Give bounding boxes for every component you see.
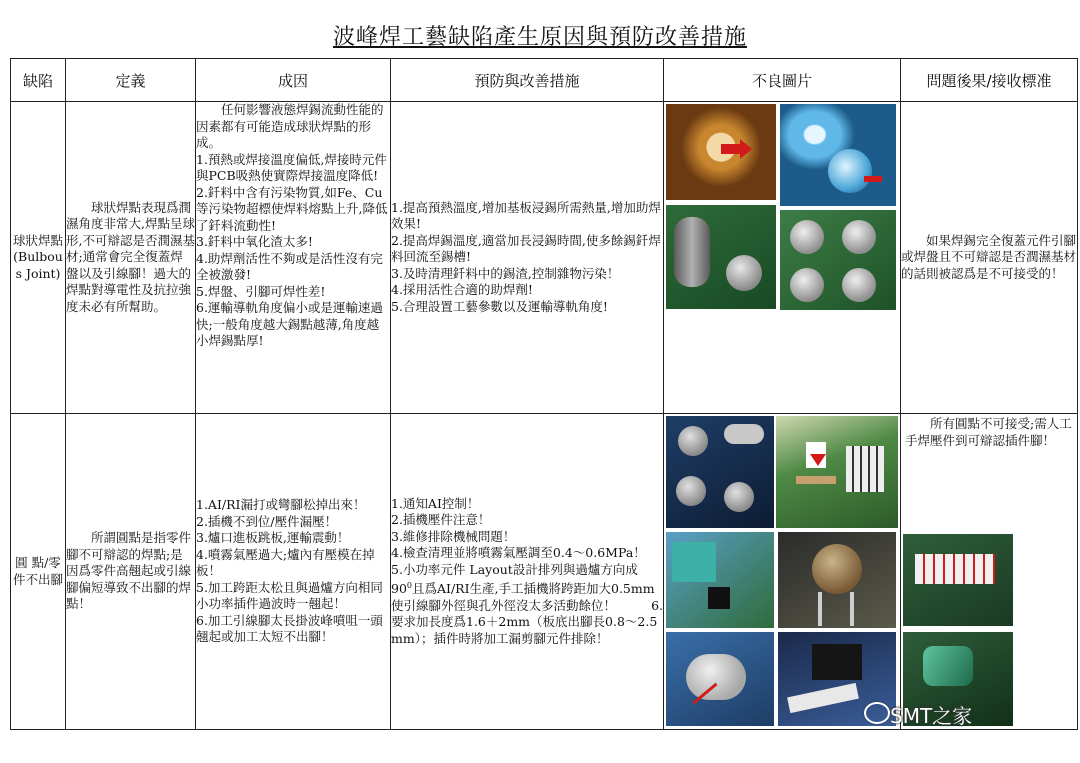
cause-item: 4.助焊劑活性不夠或是活性沒有完全被激發! bbox=[196, 250, 383, 282]
measure-item: 2.提高焊錫溫度,適當加長浸錫時間,使多餘錫釺焊料回流至錫槽! bbox=[391, 232, 661, 265]
cause-item: 5.焊盤、引腳可焊性差! bbox=[196, 283, 326, 299]
cause-item: 3.爐口進板跳板,運輸震動！ bbox=[196, 530, 350, 546]
defect-name: 球狀焊點(Bulbous Joint) bbox=[11, 102, 66, 414]
table-row bbox=[11, 102, 1078, 414]
header-measures: 預防與改善措施 bbox=[391, 59, 664, 102]
defect-photo bbox=[780, 210, 896, 310]
header-cause: 成因 bbox=[196, 59, 391, 102]
cause-item: 3.釺料中氧化渣太多! bbox=[196, 234, 313, 249]
table-row bbox=[11, 414, 1078, 730]
measure-item: 1.通知AI控制！ bbox=[391, 495, 480, 511]
defect-causes bbox=[196, 414, 391, 730]
measure-angle-sup: 0 bbox=[406, 581, 412, 591]
defect-consequence: 如果焊錫完全復蓋元件引腳或焊盤且不可辯認是否潤濕基材的話則被認爲是不可接受的！ bbox=[901, 102, 1078, 414]
cause-item: 1.AI/RI漏打或彎腳松掉出來！ bbox=[196, 497, 366, 513]
cause-item: 5.加工跨距太松且與過爐方向相同小功率插件過波時一翹起！ bbox=[196, 579, 383, 612]
header-row bbox=[11, 59, 1078, 102]
measure-item: 要求加長度爲1.6＋2mm（板底出腳長0.8～2.5mm）；插件時將加工漏剪腳元件排除！ bbox=[391, 614, 658, 646]
defect-photo bbox=[666, 416, 774, 528]
header-defect: 缺陷 bbox=[11, 59, 66, 102]
defect-photo bbox=[778, 532, 896, 628]
measure-text: 且爲AI/RI生產,手工插機將跨距加大0.5mm使引線腳外徑與孔外徑沒太多活動餘位！ bbox=[391, 581, 655, 613]
measure-item bbox=[391, 578, 663, 614]
defect-photo bbox=[903, 534, 1013, 626]
cause-item: 6.運輸導軌角度偏小或是運輸速過快;一般角度越大錫點越薄,角度越小焊錫點厚! bbox=[196, 300, 383, 348]
measure-number: 6. bbox=[651, 597, 663, 613]
wechat-icon bbox=[864, 702, 890, 724]
defect-measures bbox=[391, 414, 664, 730]
defect-name: 圓 點/零件不出腳 bbox=[11, 414, 66, 730]
cause-item: 2.插機不到位/壓件漏壓！ bbox=[196, 513, 338, 529]
defect-measures bbox=[391, 102, 664, 414]
header-images: 不良圖片 bbox=[664, 59, 901, 102]
defect-causes bbox=[196, 102, 391, 414]
header-consequence: 問題後果/接收標准 bbox=[901, 59, 1078, 102]
watermark bbox=[890, 700, 972, 729]
defect-definition: 球狀焊點表現爲潤濕角度非常大,焊點呈球形,不可辯認是否潤濕基材;通常會完全復蓋焊盤以及引線腳！過大的焊點對導電性及抗拉強度未必有所幫助。 bbox=[66, 102, 196, 414]
cause-item: 4.噴霧氣壓過大;爐內有壓模在掉板！ bbox=[196, 546, 375, 579]
measure-item: 3.維修排除機械問題！ bbox=[391, 528, 516, 544]
defect-photo bbox=[780, 104, 896, 206]
defect-photo bbox=[666, 205, 776, 309]
measure-item: 2.插機壓件注意！ bbox=[391, 512, 491, 528]
header-definition: 定義 bbox=[66, 59, 196, 102]
defect-photo bbox=[776, 416, 898, 528]
watermark-text: SMT之家 bbox=[890, 704, 973, 728]
measure-item: 5.小功率元件 Layout設計排列與過爐方向成 bbox=[391, 561, 638, 577]
defect-consequence: 所有圓點不可接受;需人工手焊壓件到可辯認插件腳！ bbox=[905, 416, 1072, 448]
causes-intro: 任何影響液態焊錫流動性能的因素都有可能造成球狀焊點的形成。 bbox=[196, 102, 384, 150]
defect-photo bbox=[666, 532, 774, 628]
cause-item: 6.加工引線腳太長掛波峰噴咀一頭翹起或加工太短不出腳！ bbox=[196, 612, 383, 645]
defect-images bbox=[664, 102, 901, 414]
measure-item: 3.及時清理釺料中的錫渣,控制雜物污染！ bbox=[391, 265, 620, 281]
measure-angle: 90 bbox=[391, 581, 407, 597]
measure-item: 1.提高預熱溫度,增加基板浸錫所需熱量,增加助焊效果! bbox=[391, 199, 661, 232]
defect-photo bbox=[666, 104, 776, 200]
measure-item: 5.合理設置工藝參數以及運輸導軌角度! bbox=[391, 298, 608, 314]
measure-item: 4.採用活性合適的助焊劑! bbox=[391, 282, 533, 298]
cause-item: 1.預熱或焊接溫度偏低,焊接時元件與PCB吸熱使實際焊接溫度降低! bbox=[196, 151, 387, 183]
measure-item: 4.檢查清理並將噴霧氣壓調至0.4～0.6MPa！ bbox=[391, 545, 646, 561]
page-title: 波峰焊工藝缺陷產生原因與預防改善措施 bbox=[332, 25, 747, 50]
defect-definition: 所謂圓點是指零件腳不可辯認的焊點;是因爲零件高翹起或引線腳偏短導致不出腳的焊點！ bbox=[66, 414, 196, 730]
defect-table bbox=[10, 58, 1078, 730]
defect-images bbox=[664, 414, 901, 730]
defect-consequence-cell bbox=[901, 414, 1078, 730]
defect-photo bbox=[666, 632, 774, 726]
cause-item: 2.釺料中含有污染物質,如Fe、Cu等污染物超標使焊料熔點上升,降低了釺料流動性! bbox=[196, 184, 388, 233]
